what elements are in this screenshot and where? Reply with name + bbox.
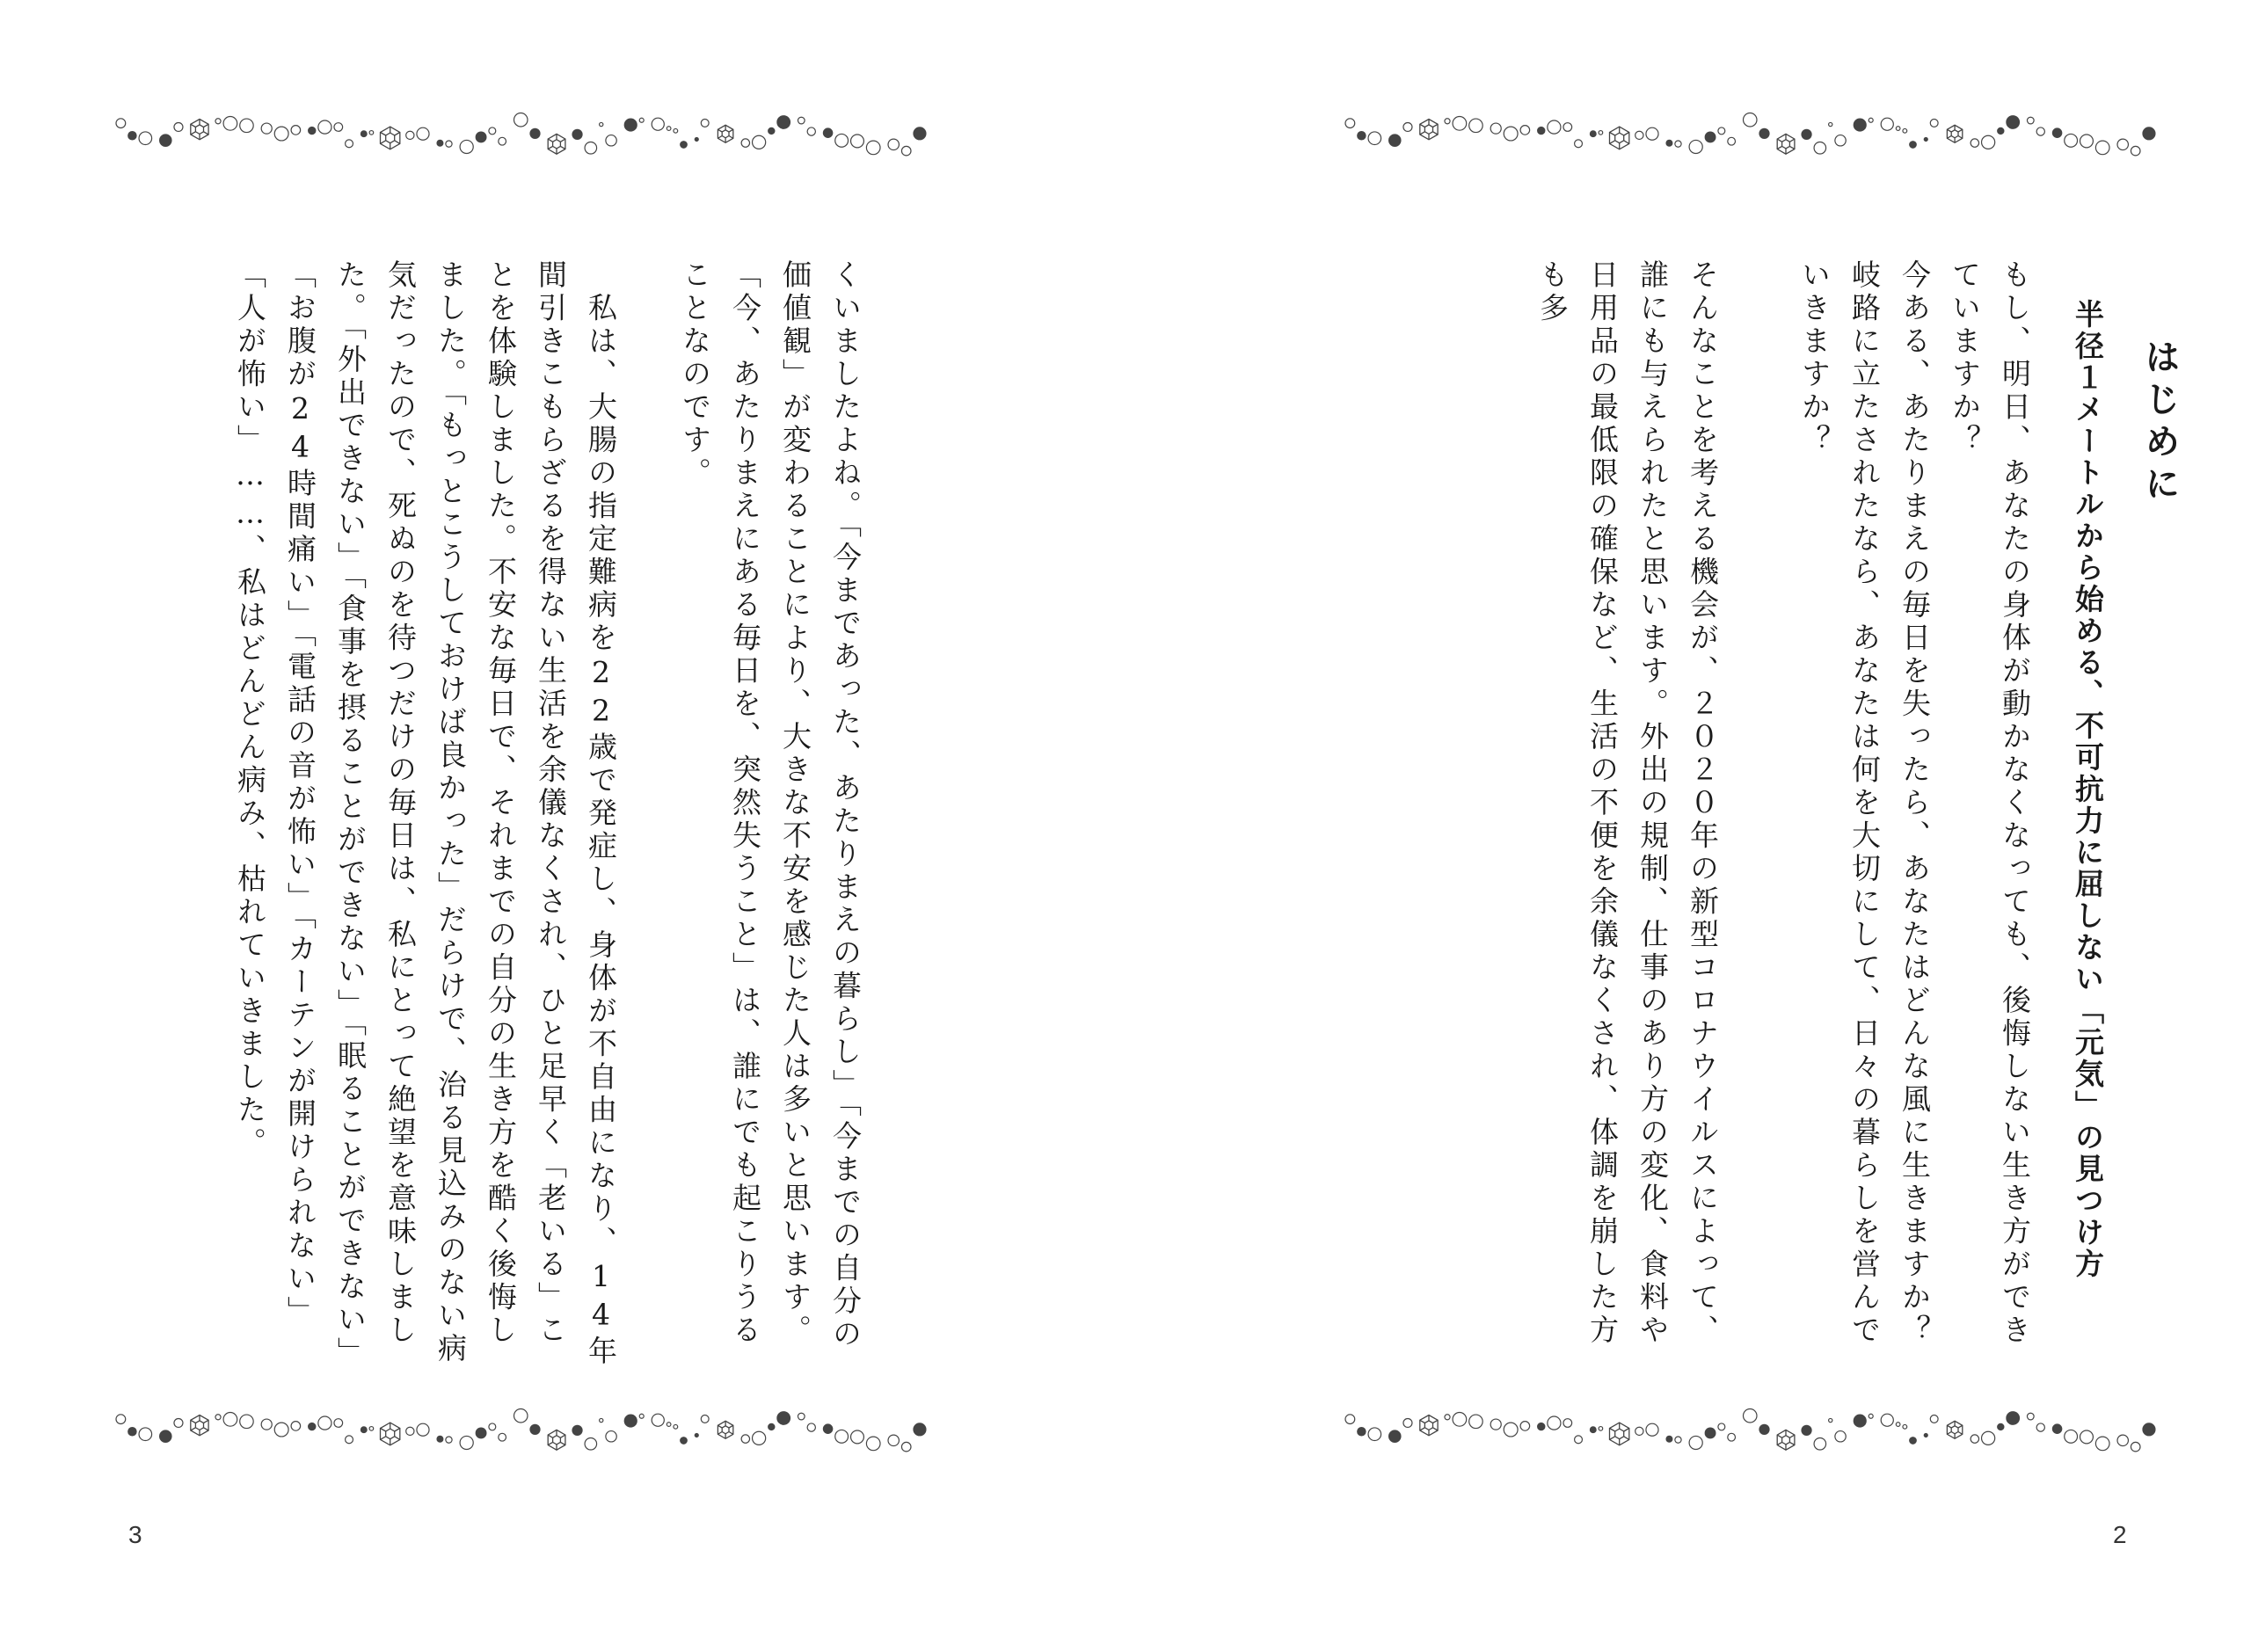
intro-context-paragraph: そんなことを考える機会が、２０２０年の新型コロナウイルスによって、誰にも与えられたと思います。外出の規制、仕事のあり方の変化、食料や日用品の最低限の確保など、生活の不便を余儀なくされ、体調を崩した方も多 (1535, 259, 1720, 1348)
body-paragraph-author-story: 私は、大腸の指定難病を22歳で発症し、身体が不自由になり、14年間引きこもらざるを得ない生活を余儀なくされ、ひと足早く「老いる」ことを体験しました。不安な毎日で、それまでの自分の生き方を酷く後悔しました。「もっとこうしておけば良かった」だらけで、治る見込みのない病気だったので、死ぬのを待つだけの毎日は、私にとって絶望を意味しました。「外出できない」「食事を摂ることができない」「眠ることができない」「お腹が24時間痛い」「電話の音が怖い」「カーテンが開けられない」「人が怖い」……、私はどんどん病み、枯れていきました。 (233, 259, 618, 1370)
bottom-ornament-border (107, 1403, 934, 1459)
body-paragraph-continued: くいましたよね。「今まであった、あたりまえの暮らし」「今までの自分の価値観」が変わることにより、大きな不安を感じた人は多いと思います。「今、あたりまえにある毎日を、突然失うこと」は、誰にでも起こりうることなのです。 (678, 259, 863, 1351)
top-ornament-border (1337, 107, 2163, 164)
chapter-title: はじめに (2139, 338, 2180, 507)
right-page (1126, 0, 2251, 1652)
chapter-subtitle: 半径１メートルから始める、不可抗力に屈しない「元気」の見つけ方 (2071, 299, 2105, 1280)
page-number: 2 (2113, 1521, 2127, 1548)
intro-questions-paragraph: もし、明日、あなたの身体が動かなくなっても、後悔しない生き方ができていますか？ 今ある、あたりまえの毎日を失ったら、あなたはどんな風に生きますか？ 岐路に立たされたなら、あなたは何を大切にして、日々の暮らしを営んでいきますか？ (1797, 259, 2032, 1348)
bottom-ornament-border (1337, 1403, 2163, 1459)
top-ornament-border (107, 107, 934, 164)
page-number: 3 (128, 1521, 142, 1548)
